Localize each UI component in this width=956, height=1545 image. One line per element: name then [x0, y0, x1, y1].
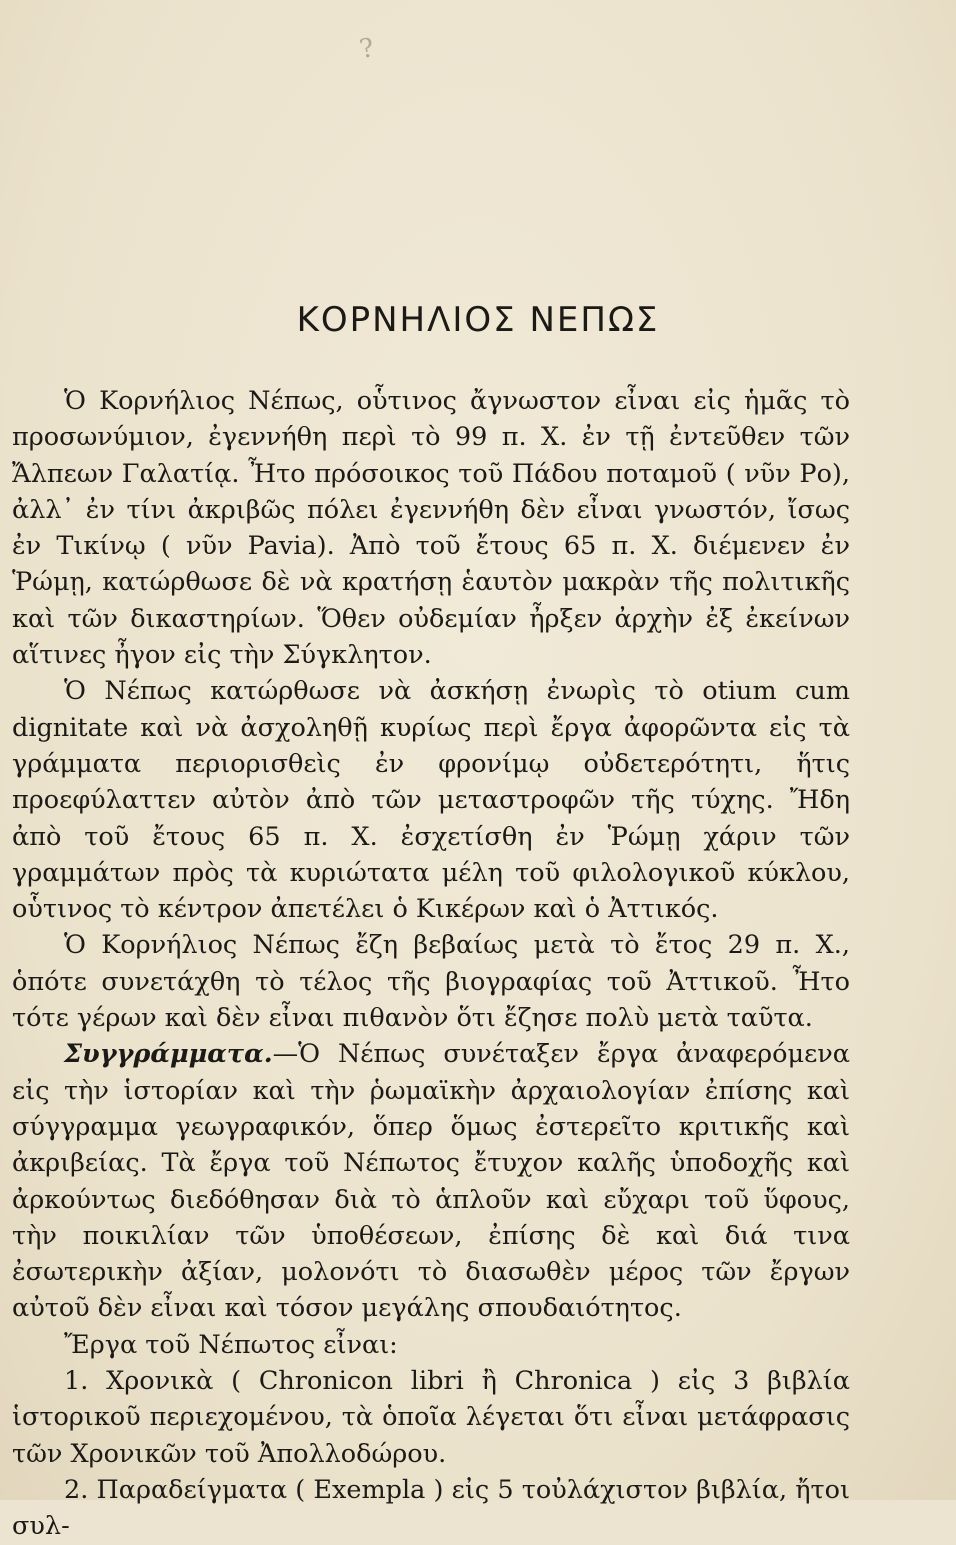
body-text [12, 383, 850, 1545]
works-list-item: 1. Χρονικὰ ( Chronicon libri ἢ Chronica ) εἰς 3 βιβλία ἱστορικοῦ περιεχομένου, τὰ ὁποῖα λέγεται ὅτι εἶναι μετάφρασις τῶν Χρονικῶν τοῦ Ἀπολλοδώρου. [12, 1366, 850, 1469]
works-list-item: 2. Παραδείγματα ( Exempla ) εἰς 5 τοὐλάχιστον βιβλία, ἤτοι συλ- [12, 1474, 850, 1542]
paragraph-biography-3: Ὁ Κορνήλιος Νέπως ἔζη βεβαίως μετὰ τὸ ἔτος 29 π. Χ., ὁπότε συνετάχθη τὸ τέλος τῆς βιογραφίας τοῦ Ἀττικοῦ. Ἦτο τότε γέρων καὶ δὲν εἶναι πιθανὸν ὅτι ἔζησε πολὺ μετὰ ταῦτα. [12, 930, 850, 1034]
chapter-title: ΚΟΡΝΗΛΙΟΣ ΝΕΠΩΣ [296, 300, 660, 340]
paragraph-works-section [12, 1036, 850, 1326]
paragraph-biography-2: Ὁ Νέπως κατώρθωσε νὰ ἀσκήσῃ ἐνωρὶς τὸ otium cum dignitate καὶ νὰ ἀσχοληθῇ κυρίως περὶ ἔργα ἀφορῶντα εἰς τὰ γράμματα περιορισθεὶς ἐν φρονίμῳ οὐδετερότητι, ἥτις προεφύλαττεν αὐτὸν ἀπὸ τῶν μεταστροφῶν τῆς τύχης. Ἤδη ἀπὸ τοῦ ἔτους 65 π. Χ. ἐσχετίσθη ἐν Ῥώμῃ χάριν τῶν γραμμάτων πρὸς τὰ κυριώτατα μέλη τοῦ φιλολογικοῦ κύκλου, οὗτινος τὸ κέντρον ἀπετέλει ὁ Κικέρων καὶ ὁ Ἀττικός. [12, 676, 850, 925]
corner-pencil-mark: ? [357, 32, 377, 66]
paragraph-biography-1: Ὁ Κορνήλιος Νέπως, οὗτινος ἄγνωστον εἶναι εἰς ἡμᾶς τὸ προσωνύμιον, ἐγεννήθη περὶ τὸ 99 π. Χ. ἐν τῇ ἐντεῦθεν τῶν Ἄλπεων Γαλατίᾳ. Ἦτο πρόσοικος τοῦ Πάδου ποταμοῦ ( νῦν Ρο), ἀλλ᾽ ἐν τίνι ἀκριβῶς πόλει ἐγεννήθη δὲν εἶναι γνωστόν, ἴσως ἐν Τικίνῳ ( νῦν Pavia). Ἀπὸ τοῦ ἔτους 65 π. Χ. διέμενεν ἐν Ῥώμῃ, κατώρθωσε δὲ νὰ κρατήσῃ ἑαυτὸν μακρὰν τῆς πολιτικῆς καὶ τῶν δικαστηρίων. Ὅθεν οὐδεμίαν ἦρξεν ἀρχὴν ἐξ ἐκείνων αἵτινες ἦγον εἰς τὴν Σύγκλητον. [12, 386, 850, 671]
works-section-text: —Ὁ Νέπως συνέταξεν ἔργα ἀναφερόμενα εἰς τὴν ἱστορίαν καὶ τὴν ῥωμαϊκὴν ἀρχαιολογίαν ἐπίσης καὶ σύγγραμμα γεωγραφικόν, ὅπερ ὅμως ἐστερεῖτο κριτικῆς καὶ ἀκριβείας. Τὰ ἔργα τοῦ Νέπωτος ἔτυχον καλῆς ὑποδοχῆς καὶ ἀρκούντως διεδόθησαν διὰ τὸ ἁπλοῦν καὶ εὔχαρι τοῦ ὕφους, τὴν ποικιλίαν τῶν ὑποθέσεων, ἐπίσης δὲ καὶ διά τινα ἐσωτερικὴν ἀξίαν, μολονότι τὸ διασωθὲν μέρος τῶν ἔργων αὐτοῦ δὲν εἶναι καὶ τόσον μεγάλης σπουδαιότητος. [12, 1039, 850, 1324]
works-intro: Ἔργα τοῦ Νέπωτος εἶναι: [64, 1329, 398, 1360]
works-section-heading: Συγγράμματα. [64, 1039, 273, 1070]
